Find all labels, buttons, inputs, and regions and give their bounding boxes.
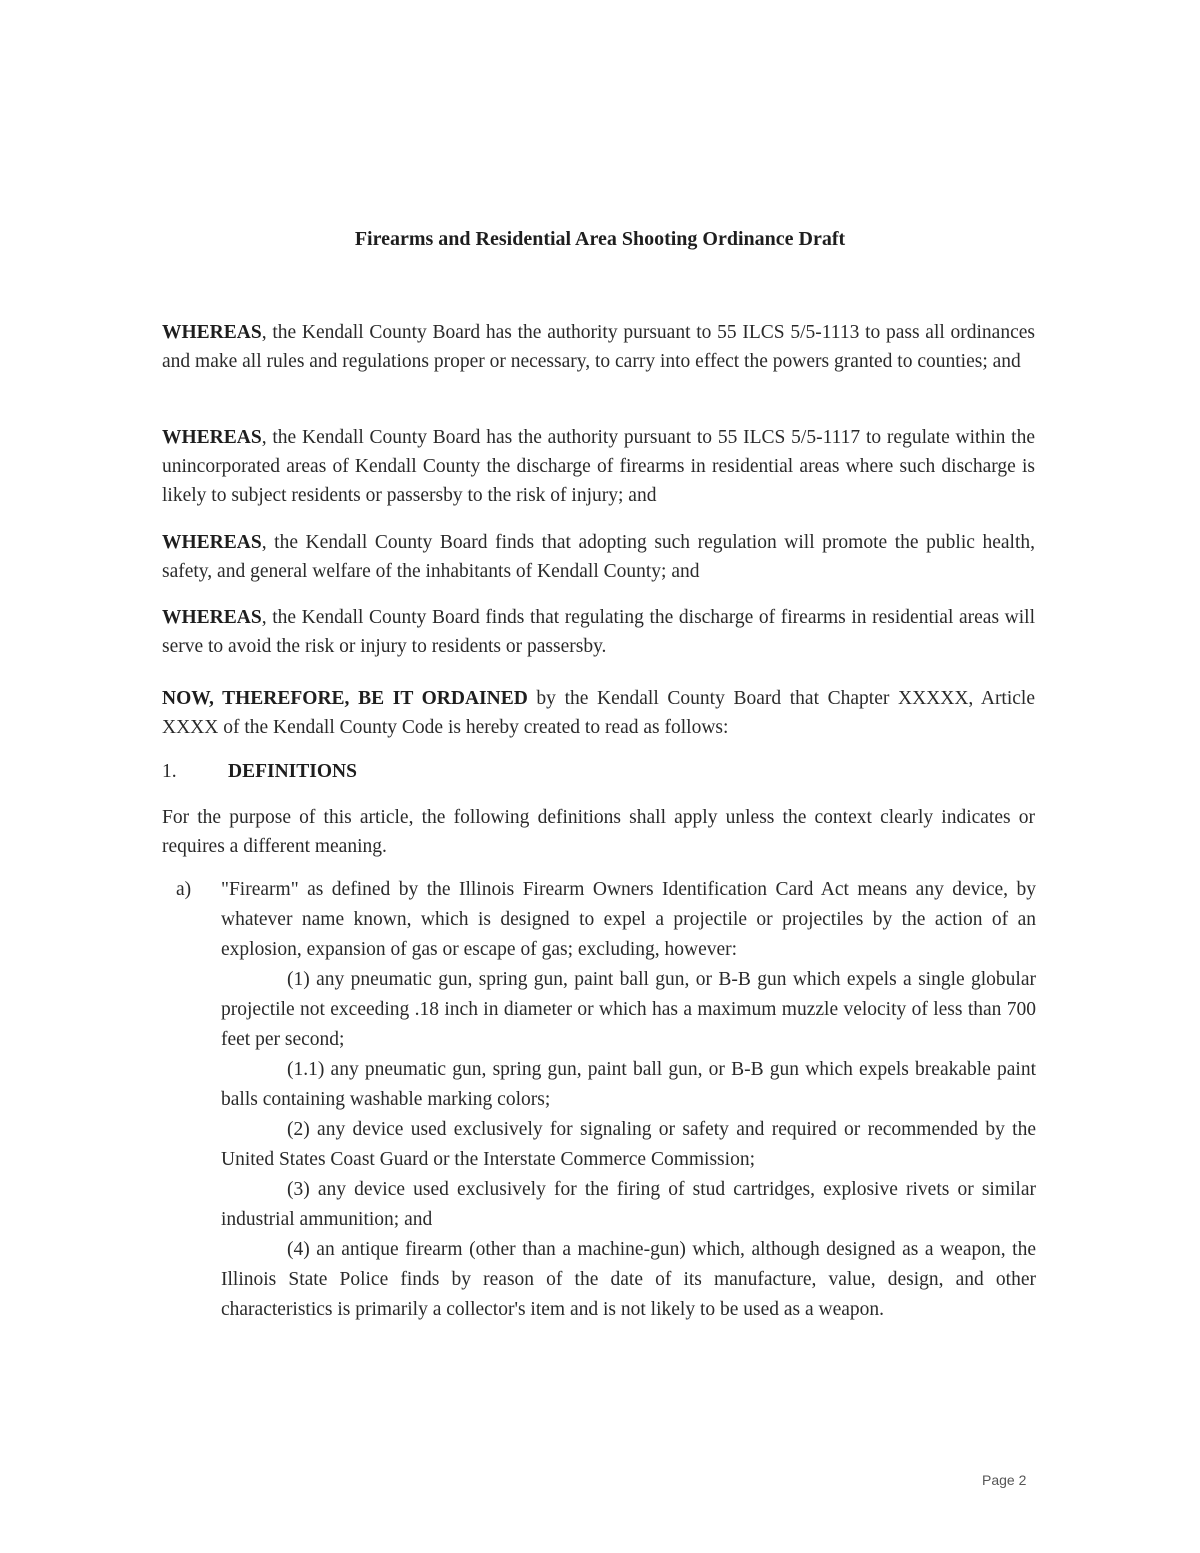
exclusion-item: (2) any device used exclusively for signaling or safety and required or recommended by the United States Coast Guard or the Interstate Commerce Commission; [221, 1119, 1036, 1170]
document-title: Firearms and Residential Area Shooting Ordinance Draft [354, 228, 846, 250]
definition-marker: a) [176, 879, 192, 900]
whereas-lead: WHEREAS [162, 322, 262, 343]
section-number: 1. [162, 761, 177, 782]
whereas-paragraph-3 [162, 528, 1035, 586]
whereas-text: , the Kendall County Board has the authority pursuant to 55 ILCS 5/5-1117 to regulate within the unincorporated areas of Kendall County the discharge of firearms in residential areas where such discharge is likely to subject residents or passersby to the risk of injury; and [162, 427, 1035, 506]
whereas-lead: WHEREAS [162, 427, 262, 448]
exclusion-item: (1) any pneumatic gun, spring gun, paint ball gun, or B-B gun which expels a single globular projectile not exceeding .18 inch in diameter or which has a maximum muzzle velocity of less than 700 feet per second; [221, 969, 1036, 1050]
exclusion-item: (4) an antique firearm (other than a machine-gun) which, although designed as a weapon, the Illinois State Police finds by reason of the date of its manufacture, value, design, and other characteristics is primarily a collector's item and is not likely to be used as a weapon. [221, 1239, 1036, 1320]
ordained-lead: NOW, THEREFORE, BE IT ORDAINED [162, 688, 528, 709]
definition-a [176, 875, 1036, 1325]
exclusion-item: (3) any device used exclusively for the firing of stud cartridges, explosive rivets or similar industrial ammunition; and [221, 1179, 1036, 1230]
definition-text: "Firearm" as defined by the Illinois Firearm Owners Identification Card Act means any device, by whatever name known, which is designed to expel a projectile or projectiles by the action of an explosion, expansion of gas or escape of gas; excluding, however: [221, 879, 1036, 960]
whereas-text: , the Kendall County Board finds that regulating the discharge of firearms in residential areas will serve to avoid the risk or injury to residents or passersby. [162, 607, 1035, 657]
whereas-text: , the Kendall County Board finds that adopting such regulation will promote the public health, safety, and general welfare of the inhabitants of Kendall County; and [162, 532, 1035, 582]
definition-content [221, 875, 1036, 1325]
whereas-paragraph-1 [162, 318, 1035, 376]
whereas-paragraph-2 [162, 423, 1035, 510]
section-heading-definitions [162, 757, 357, 786]
definitions-intro: For the purpose of this article, the following definitions shall apply unless the context clearly indicates or requires a different meaning. [162, 807, 1035, 857]
ordained-paragraph [162, 684, 1035, 742]
whereas-text: , the Kendall County Board has the authority pursuant to 55 ILCS 5/5-1113 to pass all ordinances and make all rules and regulations proper or necessary, to carry into effect the powers granted to counties; and [162, 322, 1035, 372]
whereas-paragraph-4 [162, 603, 1035, 661]
page-number: Page 2 [982, 1472, 1027, 1488]
ordained-text: by the Kendall County Board that Chapter XXXXX, Article XXXX of the Kendall County Code is hereby created to read as follows: [162, 688, 1035, 738]
section-title: DEFINITIONS [228, 761, 357, 782]
whereas-lead: WHEREAS [162, 532, 262, 553]
exclusion-item: (1.1) any pneumatic gun, spring gun, paint ball gun, or B-B gun which expels breakable paint balls containing washable marking colors; [221, 1059, 1036, 1110]
whereas-lead: WHEREAS [162, 607, 262, 628]
